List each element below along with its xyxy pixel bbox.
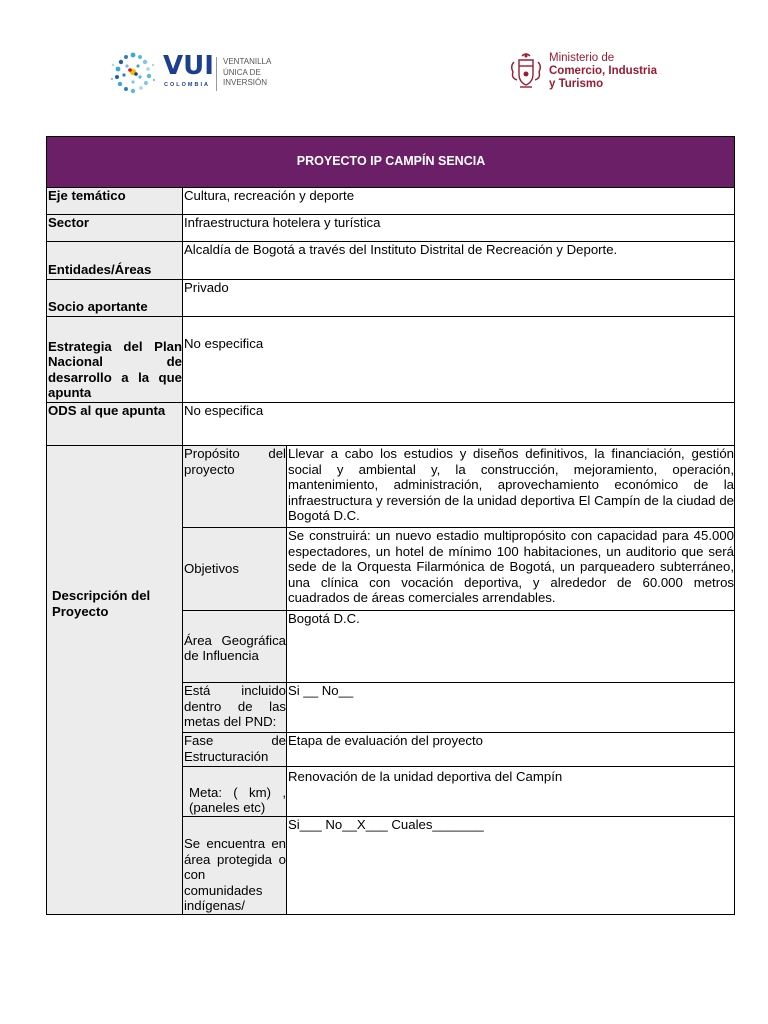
vui-dots-icon: [107, 49, 159, 97]
protegida-value: Si___ No__X___ Cuales_______: [287, 817, 735, 915]
vui-separator: [216, 57, 217, 91]
table-row: [47, 280, 735, 317]
objetivos-label: Objetivos: [183, 528, 287, 611]
estrategia-value: No especifica: [183, 317, 735, 403]
vui-side-line: ÚNICA DE: [223, 67, 261, 77]
meta-label: Meta: ( km) , (paneles etc): [183, 767, 287, 817]
descripcion-label-text: Descripción del Proyecto: [52, 588, 151, 619]
pnd-value: Si __ No__: [287, 683, 735, 733]
ods-value: No especifica: [183, 403, 735, 446]
objetivos-value: Se construirá: un nuevo estadio multipropósito con capacidad para 45.000 espectadores, un hotel de mínimo 100 habitaciones, un auditorio que será sede de la Orquesta Filarmónica de Bogotá, un parqueadero subterráneo, una clínica con vocación deportiva, y alrededor de 60.000 metros cuadrados de áreas comerciales arrendables.: [287, 528, 735, 611]
vui-wordmark: VUI: [163, 51, 214, 81]
table-row: [47, 242, 735, 280]
vui-logo: [107, 49, 277, 97]
meta-value: Renovación de la unidad deportiva del Campín: [287, 767, 735, 817]
table-row: [47, 317, 735, 403]
coat-of-arms-icon: [508, 52, 544, 90]
ministry-line-1: Ministerio de: [549, 52, 615, 64]
socio-value: Privado: [183, 280, 735, 317]
fase-value: Etapa de evaluación del proyecto: [287, 733, 735, 767]
vui-side-text: [223, 57, 271, 89]
ministry-logo: [508, 50, 678, 94]
estrategia-label: Estrategia del Plan Nacional de desarrollo a la que apunta: [47, 317, 183, 403]
proposito-value: Llevar a cabo los estudios y diseños definitivos, la financiación, gestión social y ambiental y, la construcción, mejoramiento, operación, mantenimiento, administración, aprovechamiento económico de la infraestructura y reversión de la unidad deportiva El Campín de la ciudad de Bogotá D.C.: [287, 446, 735, 528]
sector-label: Sector: [47, 215, 183, 242]
project-table: [46, 136, 735, 915]
eje-value: Cultura, recreación y deporte: [183, 188, 735, 215]
table-row: [47, 188, 735, 215]
descripcion-label: [47, 446, 183, 915]
area-label: Área Geográfica de Influencia: [183, 611, 287, 683]
pnd-label: Está incluido dentro de las metas del PND:: [183, 683, 287, 733]
sector-value: Infraestructura hotelera y turística: [183, 215, 735, 242]
table-row: [47, 215, 735, 242]
fase-label: Fase de Estructuración: [183, 733, 287, 767]
table-row: [47, 403, 735, 446]
vui-country: COLOMBIA: [164, 82, 210, 88]
entidades-value: Alcaldía de Bogotá a través del Instituto Distrital de Recreación y Deporte.: [183, 242, 735, 280]
project-title: PROYECTO IP CAMPÍN SENCIA: [47, 137, 735, 188]
title-row: [47, 137, 735, 188]
proposito-label: Propósito del proyecto: [183, 446, 287, 528]
page-header: [0, 0, 768, 120]
table-row: [47, 446, 735, 528]
vui-side-line: VENTANILLA: [223, 57, 272, 66]
area-value: Bogotá D.C.: [287, 611, 735, 683]
eje-label: Eje temático: [47, 188, 183, 215]
ods-label: ODS al que apunta: [47, 403, 183, 446]
protegida-label: Se encuentra en área protegida o con comunidades indígenas/: [183, 817, 287, 915]
ministry-name: [549, 52, 657, 91]
vui-side-line: INVERSIÓN: [223, 78, 268, 87]
ministry-line-2: Comercio, Industria: [549, 65, 657, 77]
socio-label: Socio aportante: [47, 280, 183, 317]
ministry-line-3: y Turismo: [549, 78, 604, 90]
entidades-label: Entidades/Áreas: [47, 242, 183, 280]
